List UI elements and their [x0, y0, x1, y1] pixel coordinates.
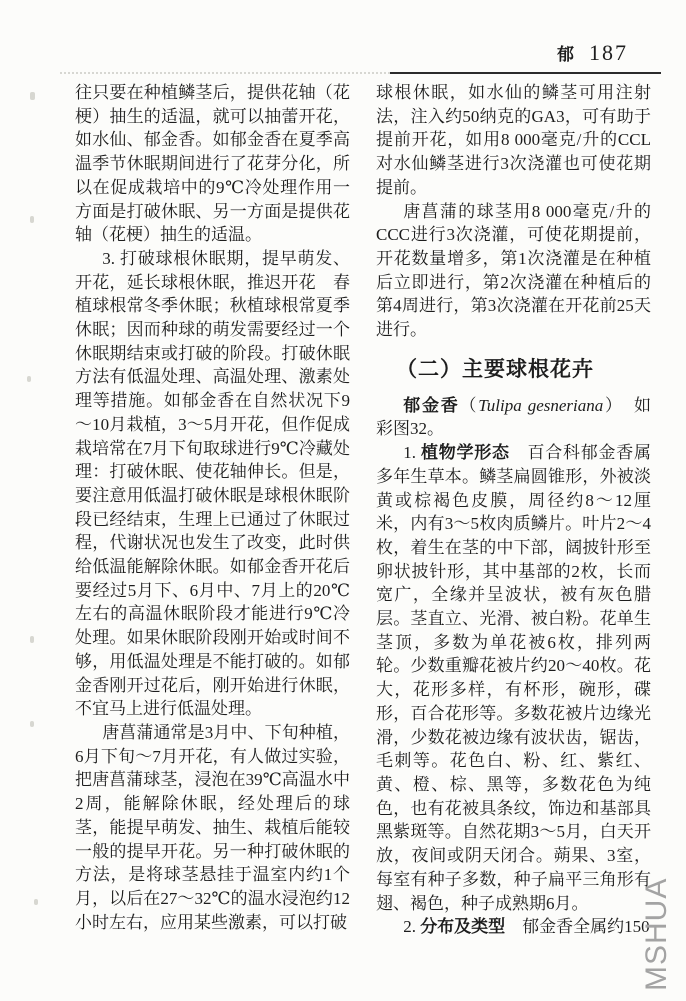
header-rule-solid-segment: [390, 72, 661, 74]
paragraph-continuation: 往只要在种植鳞茎后，提供花轴（花梗）抽生的适温，就可以抽蕾开花，如水仙、郁金香。如郁金香在夏季高温季节休眠期间进行了花芽分化，所以在促成栽培中的9℃冷处理作用一方面是打破休眠、另一方面是提供花轴（花梗）抽生的适温。: [75, 83, 350, 245]
right-column: [376, 81, 651, 939]
section-heading: （二）主要球根花卉: [396, 357, 594, 381]
running-head: [557, 40, 628, 66]
paren-close: ）: [603, 395, 616, 415]
item-term: 分布及类型: [420, 917, 506, 937]
scan-artifact: [27, 376, 31, 382]
text-block: [75, 81, 651, 939]
header-rule-faint-segment: [60, 72, 390, 74]
scan-artifact: [30, 721, 34, 727]
running-head-chapter: 郁: [557, 45, 574, 64]
page-number: 187: [589, 40, 628, 65]
header-rule: [60, 71, 661, 74]
species-latin-name: Tulipa gesneriana: [478, 395, 604, 415]
paragraph-ccc-treatment: 唐菖蒲的球茎用8 000毫克/升的CCC进行3次浇灌，可使花期提前，开花数量增多，第1次浇灌是在种植后立即进行，第2次浇灌在种植后的第4周进行，第3次浇灌在开花前25天进行。: [376, 201, 651, 340]
species-name: 郁金香: [403, 395, 460, 415]
paragraph-distribution: [376, 915, 651, 939]
left-column: [75, 81, 350, 939]
figure-reference: 如彩图32。: [376, 395, 652, 439]
scan-artifact: [34, 899, 38, 905]
item-term: 植物学形态: [420, 443, 510, 463]
item-body: 百合科郁金香属多年生草本。鳞茎扁圆锥形，外被淡黄或棕褐色皮膜，周径约8～12厘米，内有3～5枚肉质鳞片。叶片2～4枚，着生在茎的中下部，阔披针形至卵状披针形，其中基部的2枚，长而宽广，全缘并呈波状，被有灰色腊层。茎直立、光滑、被白粉。花单生茎顶，多数为单花被6枚，排列两轮。少数重瓣花被片约20～40枚。花大，花形多样，有杯形，碗形，碟形，百合花形等。多数花被片边缘光滑，少数花被边缘有波状齿，锯齿，毛刺等。花色白、粉、红、紫红、黄、橙、棕、黑等，多数花色为纯色，也有花被具条纹，饰边和基部具黑紫斑等。自然花期3～5月，白天开放，夜间或阴天闭合。蒴果、3室，每室有种子多数，种子扁平三角形有翅、褐色，种子成熟期6月。: [376, 443, 652, 913]
watermark: MSHUA: [640, 877, 673, 991]
paragraph-morphology: [376, 441, 651, 915]
paragraph-continuation: 球根休眠，如水仙的鳞茎可用注射法，注入约50纳克的GA3，可有助于提前开花，如用8 000毫克/升的CCL对水仙鳞茎进行3次浇灌也可使花期提前。: [376, 83, 651, 197]
item-body: 郁金香全属约150: [505, 917, 650, 937]
species-intro-line: [376, 394, 651, 441]
paren-open: （: [459, 395, 479, 415]
item-number: 2.: [403, 917, 421, 937]
item-number: 1.: [403, 443, 421, 463]
scan-artifact: [30, 216, 34, 223]
scan-artifact: [30, 636, 34, 643]
paragraph-gladiolus: 唐菖蒲通常是3月中、下旬种植，6月下旬～7月开花，有人做过实验，把唐菖蒲球茎，浸泡在39℃高温水中2周，能解除休眠，经处理后的球茎，能提早萌发、抽生、栽植后能较一般的提早开花。另一种打破休眠的方法，是将球茎悬挂于温室内约1个月，以后在27～32℃的温水浸泡约12小时左右，应用某些激素，可以打破: [75, 722, 350, 932]
paragraph-item-3: 3. 打破球根休眠期，提早萌发、开花，延长球根休眠，推迟开花 春植球根常冬季休眠；秋植球根常夏季休眠；因而种球的萌发需要经过一个休眠期结束或打破的阶段。打破休眠方法有低温处理、高温处理、激素处理等措施。如郁金香在自然状况下9～10月栽植，3～5月开花，但作促成栽培常在7月下旬取球进行9℃冷藏处理：打破休眠、使花轴伸长。但是，要注意用低温打破休眠是球根休眠阶段已经结束，生理上已通过了休眠过程，代谢状况也发生了改变，此时供给低温能解除休眠。如郁金香开花后要经过5月下、6月中、7月上的20℃左右的高温休眠阶段才能进行9℃冷处理。如果休眠阶段刚开始或时间不够，用低温处理是不能打破的。如郁金香刚开过花后，刚开始进行休眠，不宜马上进行低温处理。: [75, 248, 350, 719]
scan-artifact: [30, 92, 35, 100]
